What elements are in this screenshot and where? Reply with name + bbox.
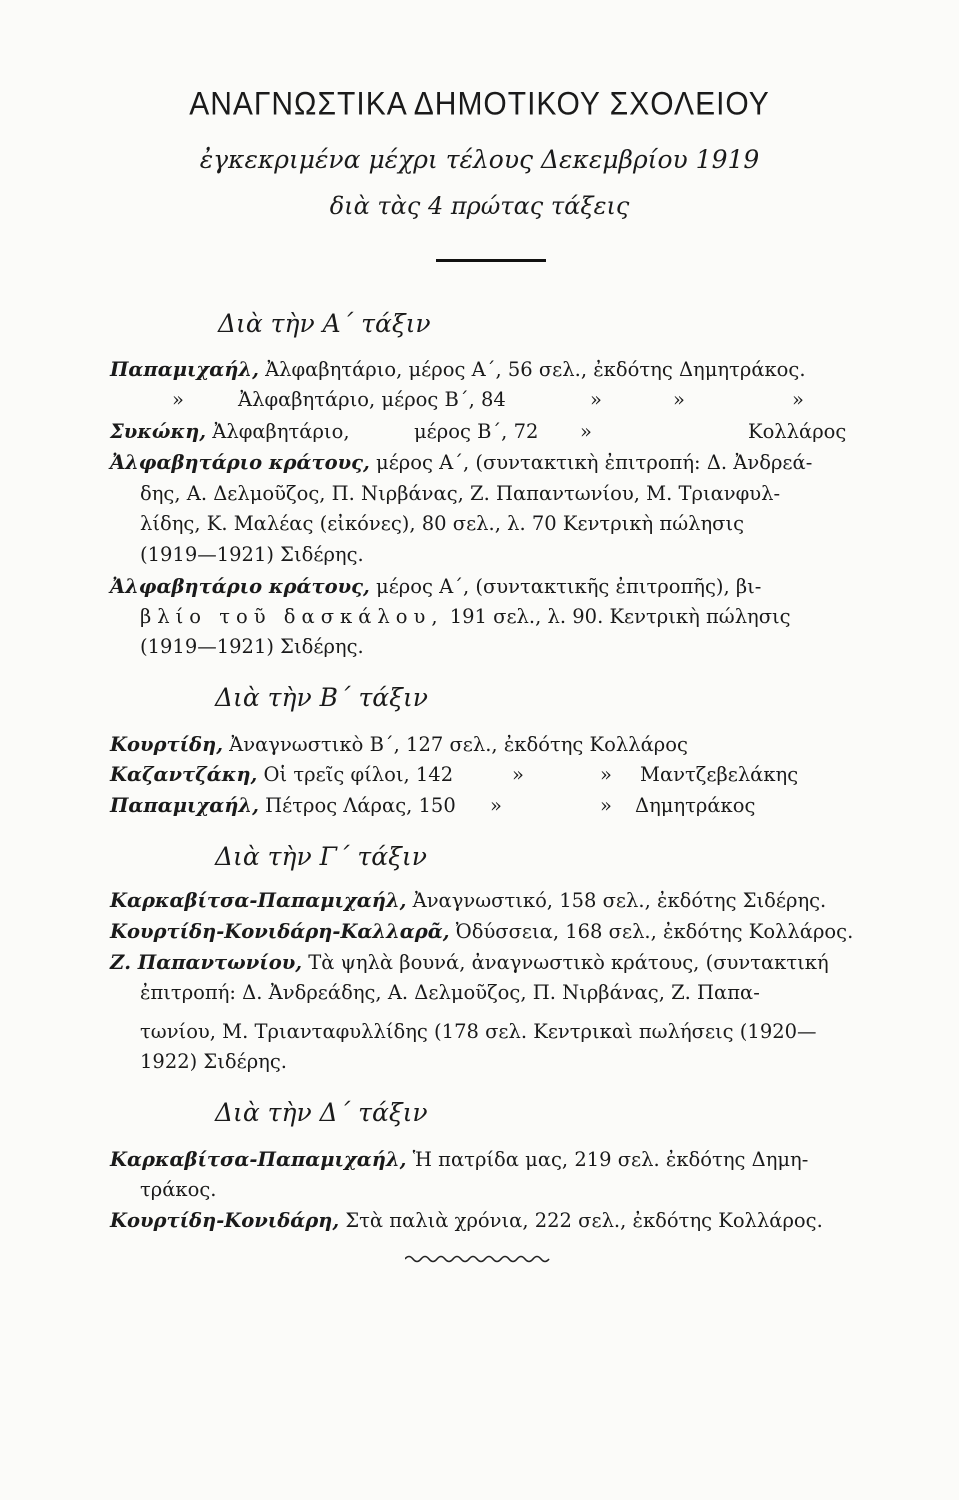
entry-line (110, 420, 850, 443)
ditto-mark: » (600, 794, 612, 817)
entry-text: Οἱ τρεῖς φίλοι, 142 (257, 763, 454, 786)
entry-text: Ἀλφαβητάριο, μέρος Α΄, 56 σελ., ἐκδότης Δημητράκος. (258, 358, 806, 381)
entry-line (110, 358, 806, 381)
entry-spaced-text: βλίο τοῦ δασκάλου, (140, 605, 444, 628)
entry-publisher: Κολλάρος (748, 420, 847, 443)
entry-line: (1919—1921) Σιδέρης. (140, 635, 364, 658)
entry-text: Ἀλφαβητάριο, (206, 420, 350, 443)
entry-author: Ἀλφαβητάριο κράτους, (110, 451, 370, 474)
section-heading-c: Διὰ τὴν Γ΄ τάξιν (215, 842, 427, 871)
ditto-mark: » (580, 420, 592, 443)
entry-line (110, 1148, 808, 1171)
ditto-mark: » (512, 763, 524, 786)
entry-text: Πέτρος Λάρας, 150 (258, 794, 456, 817)
entry-author: Ἀλφαβητάριο κράτους, (110, 575, 370, 598)
entry-line (110, 920, 853, 943)
entry-line (110, 451, 812, 474)
entry-author: Παπαμιχαήλ, (110, 794, 259, 817)
section-heading-b: Διὰ τὴν Β΄ τάξιν (215, 683, 428, 712)
entry-text: Ἀναγνωστικὸ Β΄, 127 σελ., ἐκδότης Κολλάρος (222, 733, 688, 756)
ditto-mark: » (673, 388, 685, 411)
entry-author: Κουρτίδη, (110, 733, 223, 756)
entry-text: Ὀδύσσεια, 168 σελ., ἐκδότης Κολλάρος. (449, 920, 854, 943)
entry-line (110, 388, 850, 411)
entry-line (110, 733, 688, 756)
entry-text: μέρος Α΄, (συντακτικὴ ἐπιτροπή: Δ. Ἀνδρεά- (369, 451, 813, 474)
entry-author: Κουρτίδη-Κονιδάρη-Καλλαρᾶ, (110, 920, 450, 943)
entry-line (110, 951, 829, 974)
entry-line: δης, Α. Δελμοῦζος, Π. Νιρβάνας, Ζ. Παπαντωνίου, Μ. Τριανφυλ- (140, 482, 781, 505)
entry-text: Ἀναγνωστικό, 158 σελ., ἐκδότης Σιδέρης. (406, 889, 827, 912)
entry-line: τράκος. (140, 1178, 217, 1201)
entry-text: Ἀλφαβητάριο, μέρος Β΄, 84 (238, 388, 506, 411)
wavy-divider-icon (405, 1252, 555, 1266)
ditto-mark: » (590, 388, 602, 411)
entry-line: τωνίου, Μ. Τριανταφυλλίδης (178 σελ. Κεντρικαὶ πωλήσεις (1920— (140, 1020, 817, 1043)
entry-text: Τὰ ψηλὰ βουνά, ἀναγνωστικὸ κράτους, (συντακτική (302, 951, 829, 974)
entry-line: λίδης, Κ. Μαλέας (εἰκόνες), 80 σελ., λ. 70 Κεντρικὴ πώλησις (140, 512, 745, 535)
ditto-mark: » (490, 794, 502, 817)
entry-line (110, 794, 850, 817)
section-heading-d: Διὰ τὴν Δ΄ τάξιν (215, 1098, 428, 1127)
entry-text: Στὰ παλιὰ χρόνια, 222 σελ., ἐκδότης Κολλάρος. (339, 1209, 823, 1232)
document-title: ΑΝΑΓΝΩΣΤΙΚΑ ΔΗΜΟΤΙΚΟΥ ΣΧΟΛΕΙΟΥ (189, 86, 770, 123)
entry-line (110, 1209, 823, 1232)
entry-line: 1922) Σιδέρης. (140, 1050, 287, 1073)
entry-line (110, 889, 826, 912)
entry-author: Παπαμιχαήλ, (110, 358, 259, 381)
entry-author: Καρκαβίτσα-Παπαμιχαήλ, (110, 889, 407, 912)
section-heading-a: Διὰ τὴν Α΄ τάξιν (218, 309, 431, 338)
entry-author: Κουρτίδη-Κονιδάρη, (110, 1209, 340, 1232)
title-divider (436, 259, 546, 262)
ditto-mark: » (172, 388, 184, 411)
entry-publisher: Δημητράκος (635, 794, 756, 817)
entry-text: μέρος Β΄, 72 (414, 420, 539, 443)
entry-author: Συκώκη, (110, 420, 207, 443)
entry-publisher: Μαντζεβελάκης (640, 763, 799, 786)
entry-line: (1919—1921) Σιδέρης. (140, 543, 364, 566)
entry-text: μέρος Α΄, (συντακτικῆς ἐπιτροπῆς), βι- (369, 575, 762, 598)
entry-line (140, 605, 791, 628)
entry-author: Καζαντζάκη, (110, 763, 258, 786)
document-subtitle-grades: διὰ τὰς 4 πρώτας τάξεις (329, 192, 630, 220)
entry-author: Καρκαβίτσα-Παπαμιχαήλ, (110, 1148, 407, 1171)
entry-line: ἐπιτροπή: Δ. Ἀνδρεάδης, Α. Δελμοῦζος, Π. Νιρβάνας, Ζ. Παπα- (140, 981, 760, 1004)
document-subtitle: ἐγκεκριμένα μέχρι τέλους Δεκεμβρίου 1919 (199, 145, 760, 174)
entry-line (110, 763, 850, 786)
entry-line (110, 575, 761, 598)
entry-text: 191 σελ., λ. 90. Κεντρικὴ πώλησις (443, 605, 791, 628)
entry-text: Ἡ πατρίδα μας, 219 σελ. ἐκδότης Δημη- (406, 1148, 809, 1171)
ditto-mark: » (600, 763, 612, 786)
entry-author: Ζ. Παπαντωνίου, (110, 951, 303, 974)
ditto-mark: » (792, 388, 804, 411)
